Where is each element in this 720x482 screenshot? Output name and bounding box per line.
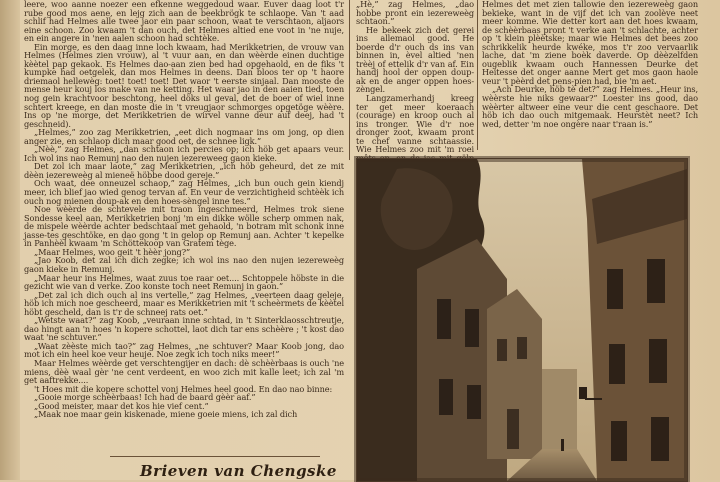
article-paragraph: „Nèè,” zag Helmes, „dan schtaon ich percies op; ich höb get apaars veur. Ich wol ins nao Remunj nao den nujen iezereweeg gaon kieke. xyxy=(24,144,344,163)
article-paragraph: Langzamerhandj kreeg ter get meer koeraach (courage) en kroop ouch al ins tronger. Wie d'r noe dronger zoot, kwaam pront te chef vanne schtaassie. Wie Helmes zoo mit 'm roei xyxy=(356,93,474,155)
article-paragraph: „Ach Deurke, höb tè det?” zag Helmes. „Heur ins, wèèrste hie niks gewaar?” Loester ins good, dao wèèrter altweer eine veur die cent geschaore. Det höb ich dao ouch mitgemaak. Heurstèt neet? Ich wed, detter 'm noe ongère naar t'raan is.” xyxy=(482,84,698,129)
article-paragraph: leere, woo aanne noezer een efkenne weggedoud waar. Euver daag loot t'r rube good mos aene, en lejg zich aan de beekbrögk te schlaope. Van 't aad schlif had Helmes alle twee jaor ein paar schoon, waat te verschtaon, aljaors eine schoon. Zoo kwaam 't dan ouch, det Helmes altied ene voot in 'ne nuje, en ein angere in 'nen aalen schoon had schtèke. xyxy=(24,0,344,44)
article-paragraph: „Maar Helmes, woo geit 't hèèr jong?” xyxy=(34,246,191,257)
article-paragraph: „Wetste waat?” zag Koob, „veuraan inne schtad, in 't Sinterklaosschtreutje, dao hingt aan 'n hoes 'n kopere schottel, laot dich tar ens schèère ; 't kost dao waat 'ne schtuver.” xyxy=(24,315,344,343)
article-paragraph: Och waat, dee onneuzel schaop,” zag Helmes, „ich bun ouch gein kiendj meer, ich blief jao wied genog tervan af. En veur de verzichtigheid schtèèk ich ouch nog mienen doup-ak en den hoes-sèngel inne tes.” xyxy=(24,178,344,206)
article-column-left xyxy=(24,0,344,458)
article-paragraph: Helmes det met zien tallowie den iezereweèg gaon bekieke, want in de vijf det ich van zoolève neet meer komme. Wie detter kort aan det hoes kwaam, de schèèrbaas pront 't verke aan 't schlachte, achter op 't klein plèètske; maar wie Helmes det bees zoo schrikkelik heurde kwéke, mos t'r zoo vervaarlik lache, dat 'm ziene boèk daverde. Op dèèzelfden ougeblik kwaam ouch Hannessen Deurke det Heitesse det onger aanne Mert get mos gaon haole veur 't pèèrd det pens-pien had, bie 'm aet. xyxy=(482,0,698,86)
page-fold-shadow xyxy=(0,0,20,480)
street-photograph xyxy=(356,158,688,482)
article-paragraph: He bekeek zich det gerei ins allemaol good. He boerde d'r ouch ds ins van binnen in, èvel altied 'nen trèèj of ettelik d'r van af. Ein handj hool der oppen doup-ak en de anger oppen hoes-zèngel. xyxy=(356,24,474,95)
article-paragraph: „Det zal ich dich ouch al ins vertelle,” zag Helmes, „veerteen daag geleje, höb ich mich noe gescheerd, maar es Merikketrien mit 't scheèrmets de kèètel höbt gescheld, dan is t'r de schneej rats oet.” xyxy=(24,289,344,317)
article-paragraph: Ein morge, es den daag inne loch kwaam, had Merikketrien, de vrouw van Helmes (Helmes zien vrouw), al 't vuur aan, en dan wèèrde einen duchtige kèètel pap gekaok. Es Helmes dao-aan zien bed had opgehaold, en de fiks 't kumpke had oetgelek, dan mos Helmes in deens. Dan bloos ter op 't haore driemaol hellewèg: toet! toet! toet! Det waor 't eerste sinjaal. Dan mooste de mense heur kouj los make van ne ketting. Het waar jao in den aaien tied, toen nog gein krachtvoor beschtong, heel döks ul geval, det de boer of wiel inne schtert kreege, en dan moste die in 't vreugjaor schmorges opgetöge wèère. Ins op 'ne morge, det Merikketrien de wirvel vanne deur auf deej, had 't geschneid). xyxy=(24,41,344,129)
article-column-middle xyxy=(356,0,474,155)
section-rule xyxy=(110,456,320,457)
article-column-right xyxy=(482,0,698,138)
article-paragraph: „Gooie morge schèèrbaas! Ich had de baard gèèr aaf.” xyxy=(34,392,256,403)
column-divider xyxy=(477,0,478,150)
article-paragraph: „Helmes,” zoo zag Merikketrien, „eet dich nogmaar ins om jong, op dien anger zie, en schlaop dich maar good oet, de schnee ligk.” xyxy=(24,127,344,146)
section-heading: Brieven van Chengske xyxy=(140,462,337,480)
article-paragraph: „Maak noe maar gein kiskenade, miene goeie miens, ich zal dich xyxy=(34,409,298,420)
article-paragraph: „Jao Koob, det zal ich dich zegke; ich wol ins nao den nujen iezereweèg gaon kieke in Remunj. xyxy=(24,255,344,274)
article-paragraph: „Maar heur ins Helmes, waat zuus toe raar oet.... Schtoppele höbste in die gezicht wie van d verke. Zoo konste toch neet Remunj in gaon.” xyxy=(24,272,344,292)
article-paragraph: Det zol ich maar laote,” zag Merikketrien, „ich höb geheurd, det ze mit dèèn iezereweèg al mieneë höbbe dood gereje.” xyxy=(24,161,344,180)
article-paragraph: Noe wèèrde de schtevele mit traon ingeschmeerd, Helmes trok siene Sondesse keel aan, Merikketrien bonj 'm ein dikke wölle scherp ommen nak, de mispele wèèrde achter bedschtaal met gehaold, 'n botram mit schonk inne jasse-tes geschtöke, en dao gong 't in gelop op Remunj aan. Achter 't kepelke in Panhèèl kwaam 'm Schöttekoop van Gratem tège. xyxy=(24,204,344,249)
article-paragraph: „Hè,” zag Helmes, „dao hobbe pront ein iezereweèg schtaon.” xyxy=(356,0,474,27)
article-paragraph: „Waat zèèste mich tao?” zag Helmes, „ne schtuver? Maar Koob jong, dao mot ich ein heel koe veur heuje. Noe zegk ich toch niks meer!” xyxy=(24,340,344,360)
column-divider xyxy=(349,0,350,160)
article-paragraph: „Good meister, maar det kos hie vief cent.” xyxy=(34,400,209,411)
article-paragraph: 't Hoes mit die kopere schottel vonj Helmes heel good. En dao nao binne: xyxy=(34,383,333,394)
article-paragraph: Maar Helmes wèèrde get verschtengijer en dach: dè schèèrbaas is ouch 'ne miens, dèè waal gèr 'ne cent verdeent, en woo zich mit kalle leet; ich zal 'm get aaftrekke.... xyxy=(24,357,344,386)
